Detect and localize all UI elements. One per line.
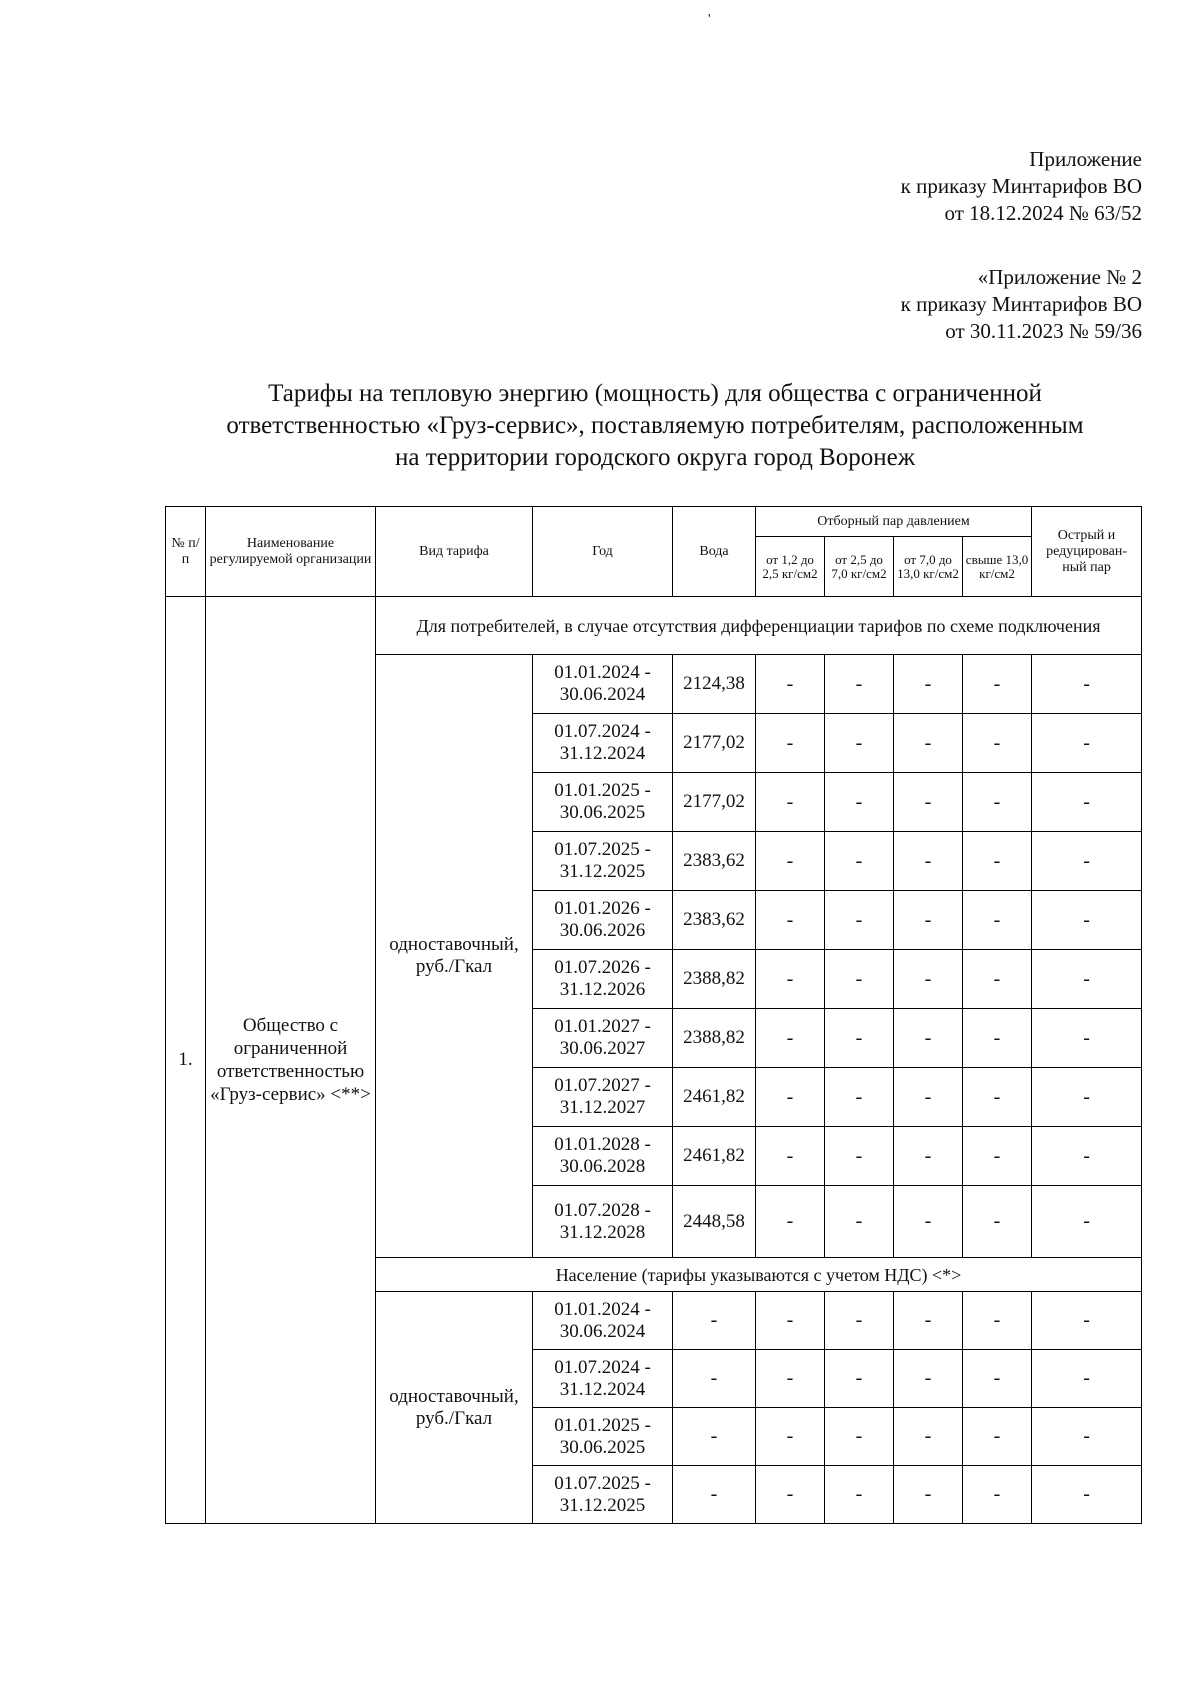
header-tariff-type: Вид тарифа: [376, 507, 533, 597]
value-cell: -: [1032, 1292, 1142, 1350]
tariff-type: одноставочный, руб./Гкал: [376, 1292, 533, 1524]
value-cell: -: [963, 1408, 1032, 1466]
value-cell: -: [1032, 1408, 1142, 1466]
appendix-header: [901, 146, 1142, 227]
value-cell: -: [894, 1068, 963, 1127]
value-cell: -: [756, 655, 825, 714]
value-cell: -: [825, 655, 894, 714]
period-cell: 01.01.2025 - 30.06.2025: [533, 1408, 673, 1466]
appendix-line: к приказу Минтарифов ВО: [900, 174, 1142, 198]
value-cell: -: [1032, 714, 1142, 773]
value-cell: -: [756, 1186, 825, 1258]
value-cell: -: [756, 773, 825, 832]
value-cell: -: [963, 1127, 1032, 1186]
value-cell: -: [963, 1292, 1032, 1350]
appendix2-header: [901, 264, 1142, 345]
water-cell: -: [673, 1408, 756, 1466]
appendix-line: от 18.12.2024 № 63/52: [944, 201, 1142, 225]
water-cell: 2383,62: [673, 832, 756, 891]
value-cell: -: [756, 1068, 825, 1127]
water-cell: -: [673, 1292, 756, 1350]
appendix2-line: от 30.11.2023 № 59/36: [945, 319, 1142, 343]
value-cell: -: [963, 773, 1032, 832]
value-cell: -: [963, 655, 1032, 714]
value-cell: -: [894, 1350, 963, 1408]
water-cell: 2448,58: [673, 1186, 756, 1258]
appendix2-line: к приказу Минтарифов ВО: [900, 292, 1142, 316]
value-cell: -: [963, 714, 1032, 773]
value-cell: -: [894, 832, 963, 891]
period-cell: 01.07.2028 - 31.12.2028: [533, 1186, 673, 1258]
tariff-type: одноставочный, руб./Гкал: [376, 655, 533, 1258]
value-cell: -: [756, 832, 825, 891]
period-cell: 01.01.2027 - 30.06.2027: [533, 1009, 673, 1068]
period-cell: 01.07.2025 - 31.12.2025: [533, 832, 673, 891]
value-cell: -: [825, 950, 894, 1009]
water-cell: 2388,82: [673, 950, 756, 1009]
water-cell: -: [673, 1350, 756, 1408]
header-org: Наименование регулируемой организации: [206, 507, 376, 597]
header-steam-col: от 7,0 до 13,0 кг/см2: [894, 537, 963, 597]
appendix-line: Приложение: [1029, 147, 1142, 171]
value-cell: -: [756, 1009, 825, 1068]
value-cell: -: [756, 1292, 825, 1350]
value-cell: -: [825, 891, 894, 950]
value-cell: -: [756, 950, 825, 1009]
header-steam-col: от 1,2 до 2,5 кг/см2: [756, 537, 825, 597]
water-cell: 2388,82: [673, 1009, 756, 1068]
value-cell: -: [825, 1009, 894, 1068]
value-cell: -: [1032, 891, 1142, 950]
period-cell: 01.01.2026 - 30.06.2026: [533, 891, 673, 950]
value-cell: -: [1032, 1009, 1142, 1068]
value-cell: -: [894, 1466, 963, 1524]
value-cell: -: [825, 773, 894, 832]
water-cell: 2124,38: [673, 655, 756, 714]
value-cell: -: [894, 891, 963, 950]
section-title: Для потребителей, в случае отсутствия дифференциации тарифов по схеме подключения: [376, 597, 1142, 655]
value-cell: -: [825, 714, 894, 773]
value-cell: -: [825, 1292, 894, 1350]
value-cell: -: [894, 1186, 963, 1258]
value-cell: -: [1032, 950, 1142, 1009]
value-cell: -: [825, 1068, 894, 1127]
row-number: 1.: [166, 597, 206, 1524]
section-title: Население (тарифы указываются с учетом НДС) <*>: [376, 1258, 1142, 1292]
value-cell: -: [894, 655, 963, 714]
water-cell: 2383,62: [673, 891, 756, 950]
value-cell: -: [894, 950, 963, 1009]
value-cell: -: [963, 950, 1032, 1009]
value-cell: -: [1032, 1068, 1142, 1127]
value-cell: -: [963, 891, 1032, 950]
value-cell: -: [756, 1127, 825, 1186]
period-cell: 01.07.2025 - 31.12.2025: [533, 1466, 673, 1524]
header-year: Год: [533, 507, 673, 597]
value-cell: -: [894, 1127, 963, 1186]
period-cell: 01.07.2026 - 31.12.2026: [533, 950, 673, 1009]
value-cell: -: [1032, 1127, 1142, 1186]
value-cell: -: [894, 1009, 963, 1068]
value-cell: -: [756, 1408, 825, 1466]
value-cell: -: [1032, 1466, 1142, 1524]
title-line: на территории городского округа город Воронеж: [395, 444, 915, 471]
value-cell: -: [894, 1292, 963, 1350]
value-cell: -: [1032, 832, 1142, 891]
water-cell: 2461,82: [673, 1068, 756, 1127]
scan-mark: ': [708, 12, 711, 27]
value-cell: -: [963, 1466, 1032, 1524]
water-cell: 2461,82: [673, 1127, 756, 1186]
value-cell: -: [1032, 1350, 1142, 1408]
value-cell: -: [825, 1350, 894, 1408]
value-cell: -: [756, 714, 825, 773]
water-cell: -: [673, 1466, 756, 1524]
value-cell: -: [963, 1350, 1032, 1408]
value-cell: -: [894, 1408, 963, 1466]
document-title: [160, 378, 1150, 474]
value-cell: -: [756, 891, 825, 950]
header-water: Вода: [673, 507, 756, 597]
value-cell: -: [825, 1186, 894, 1258]
value-cell: -: [1032, 655, 1142, 714]
period-cell: 01.01.2028 - 30.06.2028: [533, 1127, 673, 1186]
water-cell: 2177,02: [673, 773, 756, 832]
value-cell: -: [963, 1186, 1032, 1258]
org-name: Общество с ограниченной ответственностью «Груз-сервис» <**>: [206, 597, 376, 1524]
value-cell: -: [1032, 1186, 1142, 1258]
tariff-table: [165, 506, 1142, 1524]
period-cell: 01.07.2024 - 31.12.2024: [533, 1350, 673, 1408]
value-cell: -: [825, 1408, 894, 1466]
value-cell: -: [756, 1350, 825, 1408]
period-cell: 01.07.2027 - 31.12.2027: [533, 1068, 673, 1127]
value-cell: -: [894, 714, 963, 773]
value-cell: -: [756, 1466, 825, 1524]
period-cell: 01.01.2024 - 30.06.2024: [533, 1292, 673, 1350]
title-line: Тарифы на тепловую энергию (мощность) для общества с ограниченной: [268, 380, 1042, 407]
value-cell: -: [825, 832, 894, 891]
value-cell: -: [825, 1466, 894, 1524]
value-cell: -: [963, 832, 1032, 891]
header-steam-col: свыше 13,0 кг/см2: [963, 537, 1032, 597]
appendix2-line: «Приложение № 2: [977, 265, 1142, 289]
value-cell: -: [963, 1068, 1032, 1127]
header-sharp-steam: Острый и редуцирован-ный пар: [1032, 507, 1142, 597]
value-cell: -: [963, 1009, 1032, 1068]
water-cell: 2177,02: [673, 714, 756, 773]
period-cell: 01.07.2024 - 31.12.2024: [533, 714, 673, 773]
header-steam-col: от 2,5 до 7,0 кг/см2: [825, 537, 894, 597]
value-cell: -: [894, 773, 963, 832]
header-steam-group: Отборный пар давлением: [756, 507, 1032, 537]
title-line: ответственностью «Груз-сервис», поставляемую потребителям, расположенным: [226, 412, 1084, 439]
value-cell: -: [1032, 773, 1142, 832]
period-cell: 01.01.2024 - 30.06.2024: [533, 655, 673, 714]
header-num: № п/п: [166, 507, 206, 597]
period-cell: 01.01.2025 - 30.06.2025: [533, 773, 673, 832]
value-cell: -: [825, 1127, 894, 1186]
